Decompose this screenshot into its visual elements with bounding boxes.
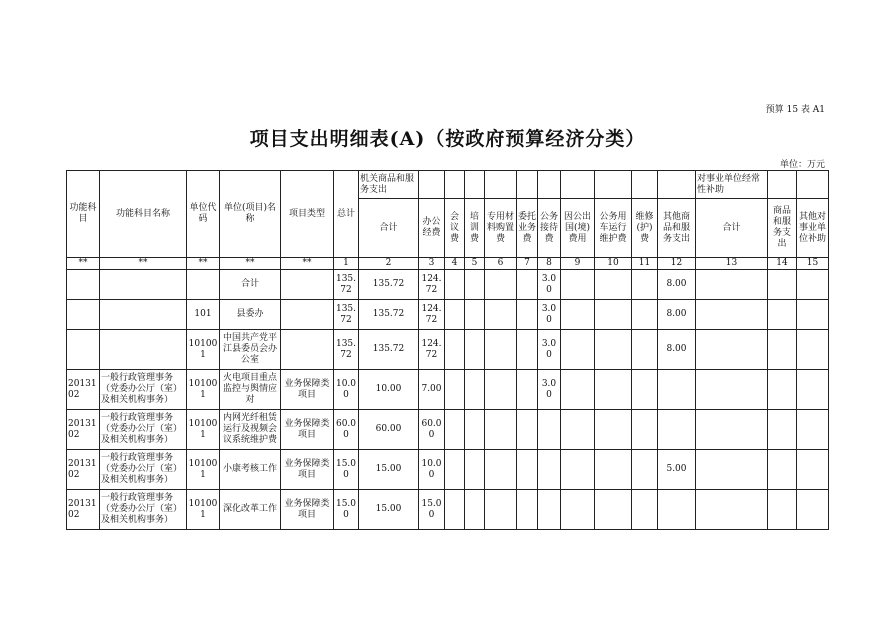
empty-cell <box>445 410 465 450</box>
sub-total-cell: 15.00 <box>359 450 419 490</box>
func-code-cell: 2013102 <box>67 490 100 530</box>
index-cell: 1 <box>334 258 359 270</box>
empty-cell <box>768 370 797 410</box>
reception-cell: 3.00 <box>538 330 561 370</box>
table-header <box>67 171 829 270</box>
empty-cell <box>445 300 465 330</box>
project-type-cell: 业务保障类项目 <box>281 450 334 490</box>
other-goods-cell <box>658 490 696 530</box>
project-type-cell <box>281 300 334 330</box>
empty-cell <box>561 370 595 410</box>
func-code-cell: 2013102 <box>67 370 100 410</box>
index-cell: 14 <box>768 258 797 270</box>
empty-cell <box>595 450 632 490</box>
empty-cell <box>517 370 538 410</box>
empty-cell <box>465 370 485 410</box>
empty-cell <box>797 450 829 490</box>
index-row <box>67 258 829 270</box>
unit-code-cell: 101 <box>187 300 220 330</box>
func-code-cell <box>67 330 100 370</box>
col-training: 培训费 <box>465 199 485 258</box>
empty-cell <box>696 330 768 370</box>
table-row <box>67 490 829 530</box>
func-name-cell: 一般行政管理事务（党委办公厅（室）及相关机构事务） <box>100 490 187 530</box>
reception-cell <box>538 410 561 450</box>
empty-cell <box>445 450 465 490</box>
empty-cell <box>696 300 768 330</box>
index-cell: 6 <box>485 258 517 270</box>
table-row <box>67 270 829 300</box>
empty-cell <box>485 410 517 450</box>
empty-cell <box>517 270 538 300</box>
total-cell: 60.00 <box>334 410 359 450</box>
other-goods-cell: 8.00 <box>658 270 696 300</box>
index-cell: 3 <box>419 258 445 270</box>
other-goods-cell: 8.00 <box>658 330 696 370</box>
project-type-cell: 业务保障类项目 <box>281 370 334 410</box>
index-cell: 12 <box>658 258 696 270</box>
empty-cell <box>517 410 538 450</box>
empty-cell <box>445 370 465 410</box>
other-goods-cell <box>658 410 696 450</box>
empty-cell <box>465 330 485 370</box>
total-cell: 135.72 <box>334 270 359 300</box>
empty-cell <box>797 300 829 330</box>
empty-cell <box>445 270 465 300</box>
table-row <box>67 300 829 330</box>
empty-cell <box>797 270 829 300</box>
empty-cell <box>632 490 658 530</box>
unit-code-cell: 101001 <box>187 450 220 490</box>
empty-cell <box>465 490 485 530</box>
index-cell: 5 <box>465 258 485 270</box>
func-code-cell: 2013102 <box>67 450 100 490</box>
empty-cell <box>768 300 797 330</box>
empty-cell <box>768 450 797 490</box>
col-sub-total: 合计 <box>359 199 419 258</box>
func-code-cell <box>67 270 100 300</box>
col-office: 办公经费 <box>419 199 445 258</box>
unit-code-cell <box>187 270 220 300</box>
total-cell: 15.00 <box>334 490 359 530</box>
col-group-goods: 机关商品和服务支出 <box>359 171 419 199</box>
empty-cell <box>797 330 829 370</box>
col-commission: 委托业务费 <box>517 199 538 258</box>
empty-cell <box>517 450 538 490</box>
col-group-subsidy: 对事业单位经常性补助 <box>696 171 768 199</box>
empty-cell <box>768 330 797 370</box>
empty-cell <box>595 410 632 450</box>
project-name-cell: 深化改革工作 <box>220 490 281 530</box>
index-cell: 11 <box>632 258 658 270</box>
col-maintenance: 维修(护)费 <box>632 199 658 258</box>
reception-cell: 3.00 <box>538 370 561 410</box>
index-cell: 9 <box>561 258 595 270</box>
table-row <box>67 410 829 450</box>
reception-cell <box>538 490 561 530</box>
empty-cell <box>632 300 658 330</box>
reception-cell <box>538 450 561 490</box>
func-name-cell: 一般行政管理事务（党委办公厅（室）及相关机构事务） <box>100 450 187 490</box>
empty-cell <box>595 490 632 530</box>
empty-cell <box>632 330 658 370</box>
index-cell: 7 <box>517 258 538 270</box>
project-name-cell: 中国共产党平江县委员会办公室 <box>220 330 281 370</box>
empty-cell <box>595 270 632 300</box>
table-row <box>67 370 829 410</box>
empty-cell <box>517 330 538 370</box>
col-meeting: 会议费 <box>445 199 465 258</box>
empty-cell <box>561 450 595 490</box>
empty-cell <box>445 490 465 530</box>
index-cell: ** <box>100 258 187 270</box>
col-abroad: 因公出国(境)费用 <box>561 199 595 258</box>
sub-total-cell: 60.00 <box>359 410 419 450</box>
sub-total-cell: 135.72 <box>359 270 419 300</box>
form-code: 预算 15 表 A1 <box>765 105 825 115</box>
project-name-cell: 合计 <box>220 270 281 300</box>
func-name-cell: 一般行政管理事务（党委办公厅（室）及相关机构事务） <box>100 410 187 450</box>
index-cell: 2 <box>359 258 419 270</box>
func-code-cell: 2013102 <box>67 410 100 450</box>
empty-cell <box>797 410 829 450</box>
other-goods-cell: 8.00 <box>658 300 696 330</box>
sub-total-cell: 10.00 <box>359 370 419 410</box>
index-cell: 10 <box>595 258 632 270</box>
col-subsidy-total: 合计 <box>696 199 768 258</box>
total-cell: 10.00 <box>334 370 359 410</box>
empty-cell <box>485 370 517 410</box>
empty-cell <box>768 490 797 530</box>
empty-cell <box>797 490 829 530</box>
empty-cell <box>465 410 485 450</box>
index-cell: 13 <box>696 258 768 270</box>
total-cell: 135.72 <box>334 330 359 370</box>
sub-total-cell: 135.72 <box>359 300 419 330</box>
empty-cell <box>696 490 768 530</box>
project-type-cell: 业务保障类项目 <box>281 490 334 530</box>
empty-cell <box>595 370 632 410</box>
table-row <box>67 330 829 370</box>
empty-cell <box>561 410 595 450</box>
col-unit-project: 单位(项目)名称 <box>220 171 281 258</box>
table-row <box>67 450 829 490</box>
empty-cell <box>696 370 768 410</box>
empty-cell <box>797 370 829 410</box>
empty-cell <box>632 370 658 410</box>
office-cell: 15.00 <box>419 490 445 530</box>
col-project-type: 项目类型 <box>281 171 334 258</box>
unit-code-cell: 101001 <box>187 410 220 450</box>
empty-cell <box>517 490 538 530</box>
empty-cell <box>768 270 797 300</box>
index-cell: 15 <box>797 258 829 270</box>
empty-cell <box>485 490 517 530</box>
project-type-cell <box>281 330 334 370</box>
empty-cell <box>632 450 658 490</box>
empty-cell <box>485 450 517 490</box>
func-name-cell <box>100 330 187 370</box>
empty-cell <box>445 330 465 370</box>
empty-cell <box>632 410 658 450</box>
col-reception: 公务接待费 <box>538 199 561 258</box>
empty-cell <box>485 300 517 330</box>
other-goods-cell: 5.00 <box>658 450 696 490</box>
func-name-cell <box>100 300 187 330</box>
office-cell: 60.00 <box>419 410 445 450</box>
index-cell: ** <box>67 258 100 270</box>
empty-cell <box>561 270 595 300</box>
reception-cell: 3.00 <box>538 300 561 330</box>
empty-cell <box>517 300 538 330</box>
table-body <box>67 270 829 530</box>
empty-cell <box>485 330 517 370</box>
empty-cell <box>768 410 797 450</box>
col-unit-code: 单位代码 <box>187 171 220 258</box>
office-cell: 124.72 <box>419 270 445 300</box>
total-cell: 15.00 <box>334 450 359 490</box>
index-cell: ** <box>187 258 220 270</box>
empty-cell <box>465 270 485 300</box>
other-goods-cell <box>658 370 696 410</box>
reception-cell: 3.00 <box>538 270 561 300</box>
empty-cell <box>632 270 658 300</box>
page-title: 项目支出明细表(A)（按政府预算经济分类） <box>249 128 646 150</box>
total-cell: 135.72 <box>334 300 359 330</box>
budget-table <box>66 170 829 530</box>
office-cell: 124.72 <box>419 300 445 330</box>
func-name-cell <box>100 270 187 300</box>
unit-code-cell: 101001 <box>187 490 220 530</box>
project-name-cell: 火电项目重点监控与舆情应对 <box>220 370 281 410</box>
office-cell: 10.00 <box>419 450 445 490</box>
empty-cell <box>595 300 632 330</box>
empty-cell <box>561 330 595 370</box>
func-name-cell: 一般行政管理事务（党委办公厅（室）及相关机构事务） <box>100 370 187 410</box>
col-func-name: 功能科目名称 <box>100 171 187 258</box>
office-cell: 124.72 <box>419 330 445 370</box>
unit-code-cell: 101001 <box>187 330 220 370</box>
project-type-cell <box>281 270 334 300</box>
project-name-cell: 小康考核工作 <box>220 450 281 490</box>
empty-cell <box>696 270 768 300</box>
empty-cell <box>465 300 485 330</box>
project-type-cell: 业务保障类项目 <box>281 410 334 450</box>
empty-cell <box>696 450 768 490</box>
sub-total-cell: 135.72 <box>359 330 419 370</box>
empty-cell <box>561 300 595 330</box>
empty-cell <box>465 450 485 490</box>
sub-total-cell: 15.00 <box>359 490 419 530</box>
unit-label: 单位：万元 <box>779 160 825 170</box>
col-total: 总计 <box>334 171 359 258</box>
empty-cell <box>696 410 768 450</box>
col-materials: 专用材料购置费 <box>485 199 517 258</box>
index-cell: 8 <box>538 258 561 270</box>
empty-cell <box>595 330 632 370</box>
col-func-code: 功能科目 <box>67 171 100 258</box>
func-code-cell <box>67 300 100 330</box>
col-subsidy-other: 其他对事业单位补助 <box>797 199 829 258</box>
index-cell: 4 <box>445 258 465 270</box>
unit-code-cell: 101001 <box>187 370 220 410</box>
col-vehicle: 公务用车运行维护费 <box>595 199 632 258</box>
project-name-cell: 县委办 <box>220 300 281 330</box>
office-cell: 7.00 <box>419 370 445 410</box>
col-subsidy-goods: 商品和服务支出 <box>768 199 797 258</box>
empty-cell <box>485 270 517 300</box>
col-other-goods: 其他商品和服务支出 <box>658 199 696 258</box>
project-name-cell: 内网光纤租赁运行及视频会议系统维护费 <box>220 410 281 450</box>
index-cell: ** <box>220 258 281 270</box>
empty-cell <box>561 490 595 530</box>
index-cell: ** <box>281 258 334 270</box>
